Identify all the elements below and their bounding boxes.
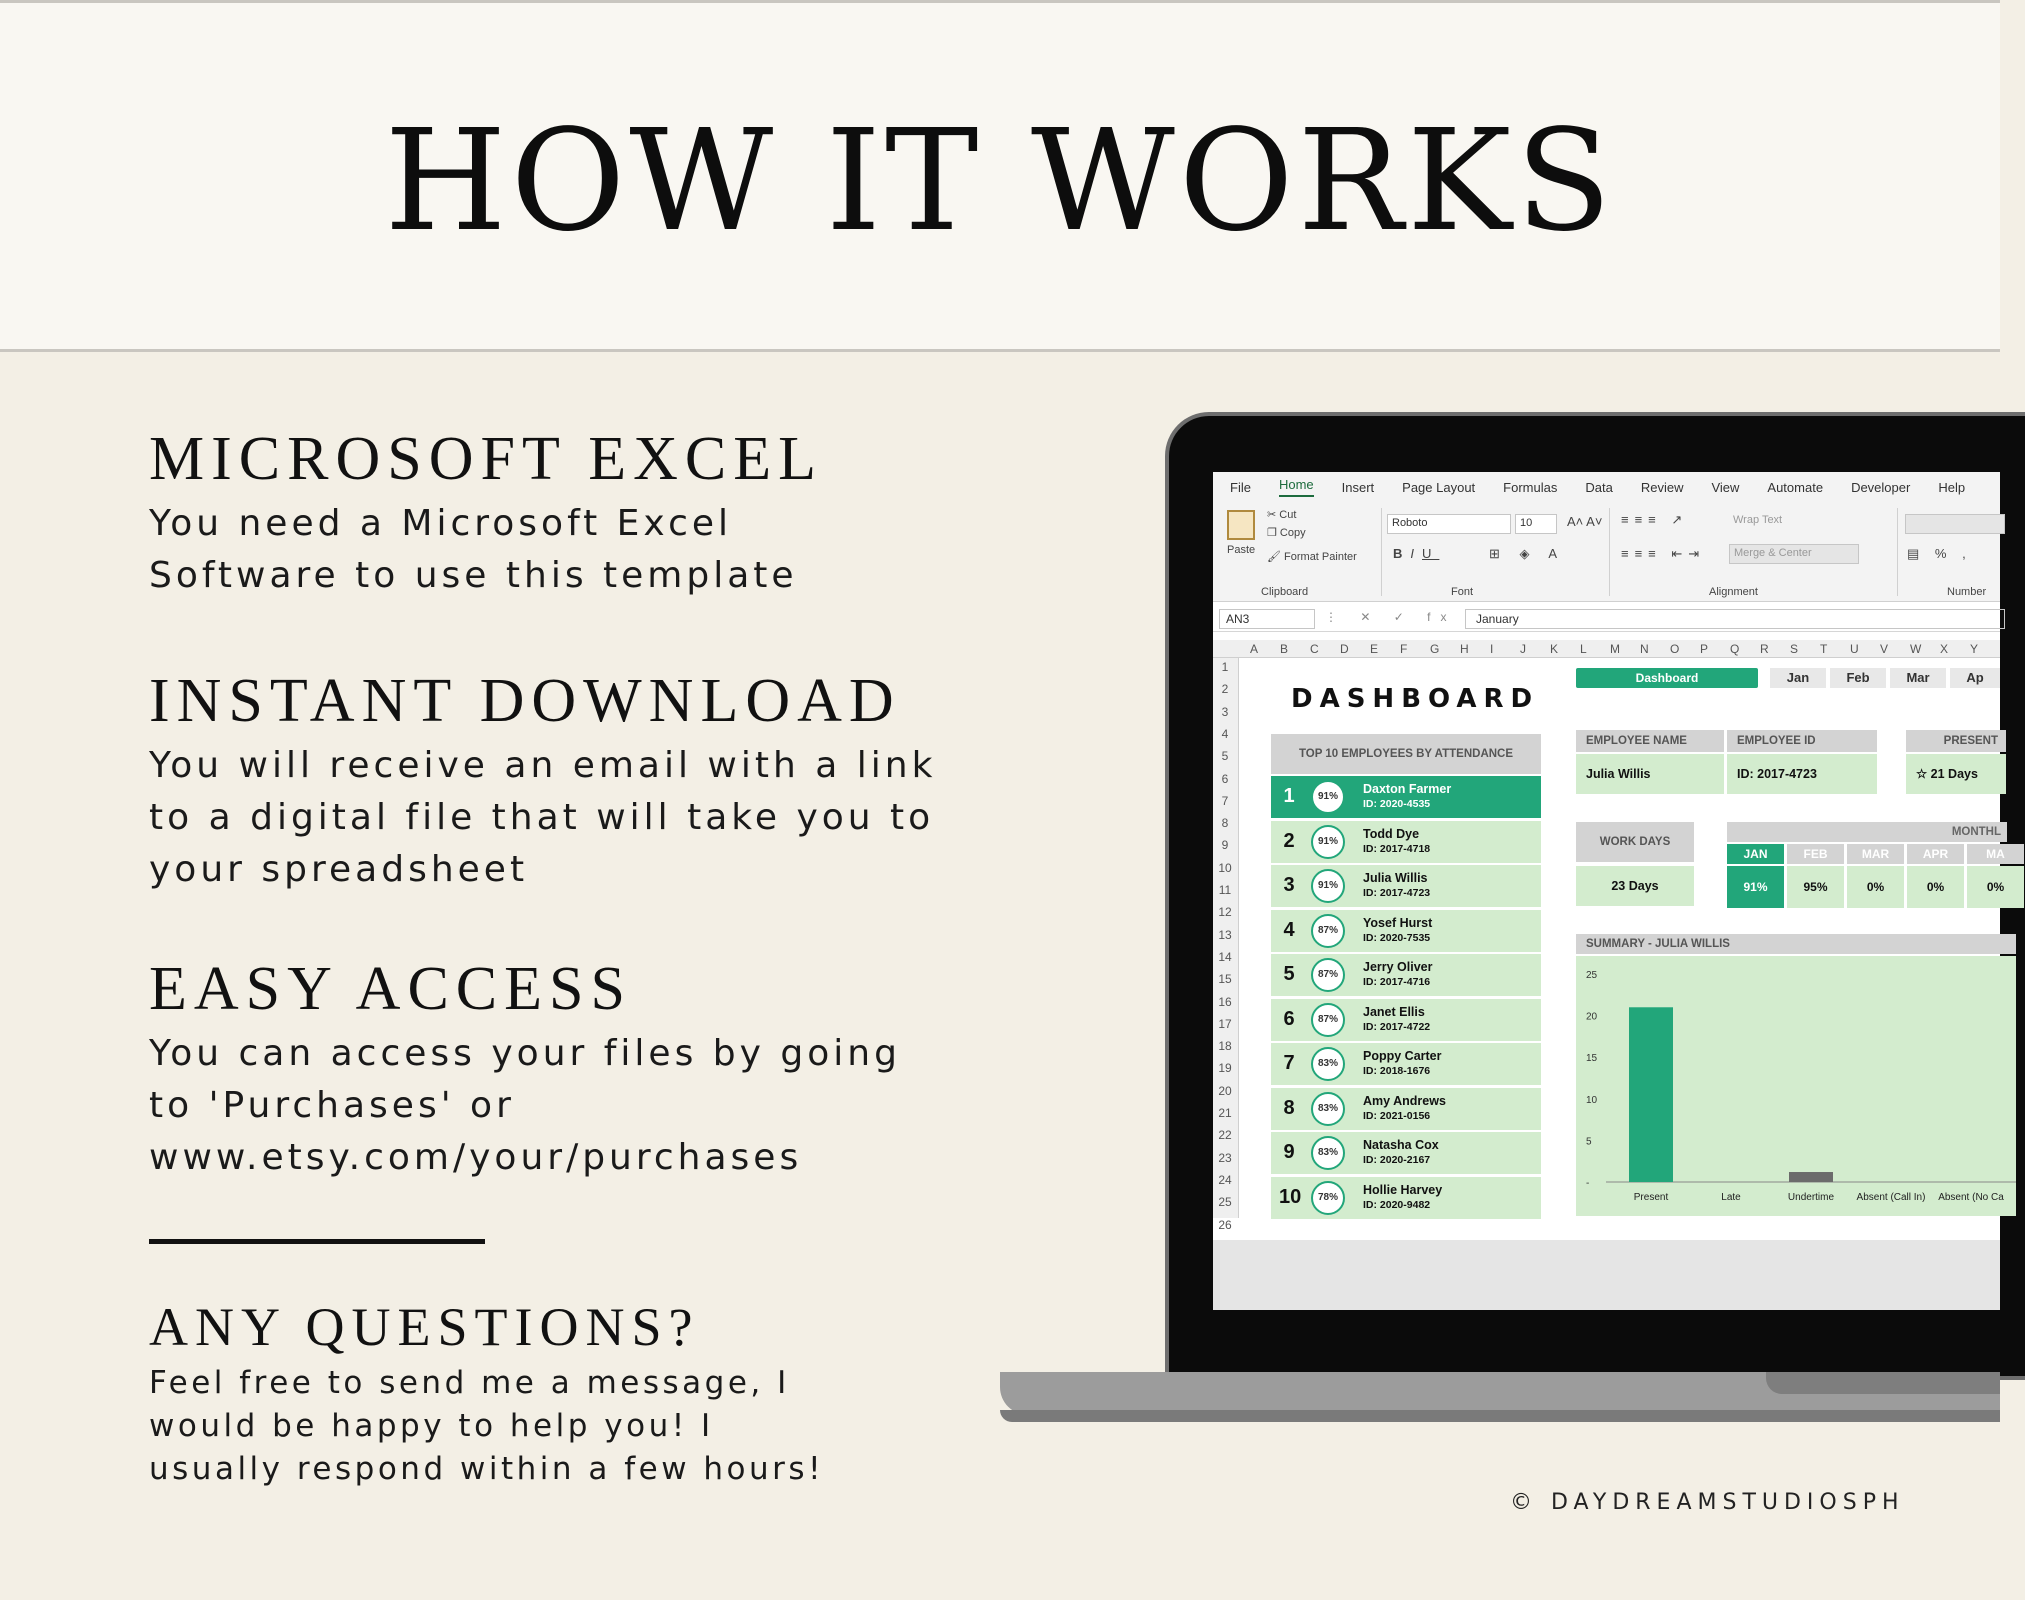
bold-italic-underline-icons[interactable]: BIU <box>1393 546 1440 561</box>
attendance-percent-ring: 91% <box>1311 869 1345 903</box>
present-value: ☆ 21 Days <box>1906 754 2006 794</box>
x-tick-label: Present <box>1633 1192 1669 1203</box>
employee-id-value: ID: 2017-4723 <box>1727 754 1877 794</box>
menu-help[interactable]: Help <box>1938 479 1966 495</box>
row-header-2[interactable]: 2 <box>1221 682 1229 697</box>
row-header-13[interactable]: 13 <box>1218 927 1232 942</box>
column-header-x[interactable]: X <box>1940 642 1949 656</box>
row-header-12[interactable]: 12 <box>1218 905 1232 920</box>
row-header-24[interactable]: 24 <box>1218 1172 1232 1187</box>
employee-name: Hollie Harvey <box>1363 1182 1443 1197</box>
employee-id: ID: 2020-2167 <box>1363 1154 1431 1166</box>
attendance-percent-ring: 87% <box>1311 958 1345 992</box>
sheet-gray-area <box>1213 1240 2000 1310</box>
ribbon-separator <box>1609 508 1610 596</box>
employee-rank: 7 <box>1283 1052 1295 1074</box>
section-heading: INSTANT DOWNLOAD <box>149 667 901 735</box>
attendance-percent-ring: 87% <box>1311 1003 1345 1037</box>
row-header-9[interactable]: 9 <box>1221 838 1229 853</box>
copy-button[interactable]: ❐ Copy <box>1267 527 1306 539</box>
column-header-u[interactable]: U <box>1850 642 1859 656</box>
column-header-w[interactable]: W <box>1910 642 1922 656</box>
employee-name-label: EMPLOYEE NAME <box>1576 730 1724 752</box>
employee-row[interactable] <box>1271 821 1541 863</box>
row-header-10[interactable]: 10 <box>1218 860 1232 875</box>
bar-present <box>1629 1007 1673 1182</box>
ribbon-tabs <box>1213 472 2000 502</box>
row-header-7[interactable]: 7 <box>1221 793 1229 808</box>
row-header-8[interactable]: 8 <box>1221 816 1229 831</box>
y-tick-label: - <box>1586 1178 1590 1189</box>
employee-name: Todd Dye <box>1363 826 1420 841</box>
employee-name: Poppy Carter <box>1363 1049 1442 1063</box>
formula-controls-icons[interactable]: ⋮ ✕ ✓ fx <box>1325 610 1457 624</box>
column-header-d[interactable]: D <box>1340 642 1349 656</box>
excel-screen <box>1213 472 2005 1310</box>
ribbon-separator <box>1897 508 1898 596</box>
column-header-v[interactable]: V <box>1880 642 1889 656</box>
section-divider <box>149 1239 485 1244</box>
section-easy-access <box>149 955 1049 1184</box>
bar-undertime <box>1789 1172 1833 1182</box>
employee-id: ID: 2020-4535 <box>1363 798 1431 810</box>
y-tick-label: 10 <box>1586 1094 1598 1106</box>
employee-id: ID: 2017-4718 <box>1363 842 1431 855</box>
employee-id: ID: 2017-4716 <box>1363 976 1431 988</box>
summary-bar-chart <box>1576 956 2016 1216</box>
x-tick-label: Absent (No Ca <box>1938 1192 2004 1203</box>
column-headers <box>1213 640 2000 658</box>
employee-rank: 1 <box>1283 785 1295 807</box>
attendance-percent-ring: 83% <box>1311 1136 1345 1170</box>
attendance-percent-ring: 91% <box>1311 780 1345 814</box>
menu-developer[interactable]: Developer <box>1851 479 1911 495</box>
ribbon-separator <box>1381 508 1382 596</box>
column-header-m[interactable]: M <box>1610 642 1620 656</box>
name-box[interactable]: AN3 <box>1219 609 1315 629</box>
menu-review[interactable]: Review <box>1640 479 1684 495</box>
menu-insert[interactable]: Insert <box>1341 479 1375 495</box>
employee-id: ID: 2020-7535 <box>1363 931 1431 944</box>
clipboard-group-label: Clipboard <box>1261 586 1309 598</box>
employee-name: Janet Ellis <box>1363 1004 1425 1019</box>
monthly-header-feb: FEB <box>1787 844 1844 864</box>
number-format-icons[interactable]: ▤ % , <box>1907 546 1972 561</box>
menu-data[interactable]: Data <box>1585 479 1613 495</box>
employee-rank: 3 <box>1283 874 1295 896</box>
section-instant-download <box>149 667 1049 896</box>
row-header-3[interactable]: 3 <box>1221 704 1229 719</box>
column-header-t[interactable]: T <box>1820 642 1828 656</box>
section-text: You need a Microsoft Excel Software to use this template <box>149 503 798 596</box>
employee-rank: 4 <box>1283 918 1295 941</box>
section-heading: EASY ACCESS <box>149 955 632 1023</box>
format-painter-button[interactable]: 🖌 Format Painter <box>1267 551 1357 563</box>
employee-rank: 10 <box>1279 1185 1302 1208</box>
employee-id: ID: 2017-4722 <box>1363 1020 1431 1033</box>
summary-title: SUMMARY - JULIA WILLIS <box>1576 934 2016 954</box>
menu-view[interactable]: View <box>1711 479 1740 495</box>
column-header-n[interactable]: N <box>1640 642 1649 656</box>
menu-home[interactable]: Home <box>1279 477 1314 497</box>
employee-name: Julia Willis <box>1363 871 1428 885</box>
column-header-j[interactable]: J <box>1520 642 1526 656</box>
column-header-r[interactable]: R <box>1760 642 1769 656</box>
cut-icon: ✂ <box>1267 509 1280 521</box>
border-fill-color-icons[interactable]: ⊞ ◈ A <box>1489 546 1566 561</box>
merge-center-button[interactable]: Merge & Center <box>1729 544 1859 564</box>
employee-id: ID: 2021-0156 <box>1363 1109 1431 1122</box>
section-text: Feel free to send me a message, I would be happy to help you! I usually respond within a few hours! <box>149 1365 824 1487</box>
row-header-6[interactable]: 6 <box>1221 771 1229 786</box>
work-days-value: 23 Days <box>1576 866 1694 906</box>
month-tab-mar[interactable]: Mar <box>1890 668 1946 688</box>
attendance-percent-ring: 91% <box>1311 825 1345 859</box>
monthly-value-jan: 91% <box>1727 866 1784 908</box>
monthly-value-mar: 0% <box>1847 866 1904 908</box>
monthly-label: MONTHL <box>1727 822 2007 842</box>
attendance-percent-ring: 87% <box>1311 914 1345 948</box>
column-header-q[interactable]: Q <box>1730 642 1740 656</box>
formula-input[interactable]: January <box>1465 609 2005 629</box>
summary-chart-area <box>1576 956 2016 1216</box>
monthly-header-apr: APR <box>1907 844 1964 864</box>
row-header-4[interactable]: 4 <box>1221 726 1229 741</box>
month-tab-jan[interactable]: Jan <box>1770 668 1826 688</box>
section-microsoft-excel <box>149 425 1049 602</box>
section-text: You can access your files by going to 'Purchases' or www.etsy.com/your/purchases <box>149 1033 901 1178</box>
attendance-percent-ring: 78% <box>1311 1181 1345 1215</box>
row-header-22[interactable]: 22 <box>1218 1128 1232 1143</box>
employee-rank: 8 <box>1283 1096 1295 1119</box>
column-header-f[interactable]: F <box>1400 642 1408 656</box>
employee-id: ID: 2018-1676 <box>1363 1065 1431 1077</box>
employee-rank: 9 <box>1283 1141 1295 1163</box>
column-header-b[interactable]: B <box>1280 642 1289 656</box>
employee-row[interactable] <box>1271 865 1541 907</box>
x-tick-label: Late <box>1721 1192 1741 1203</box>
row-header-1[interactable]: 1 <box>1221 660 1229 674</box>
top10-header: TOP 10 EMPLOYEES BY ATTENDANCE <box>1271 734 1541 774</box>
employee-id-label: EMPLOYEE ID <box>1727 730 1877 752</box>
employee-name: Jerry Oliver <box>1363 960 1433 974</box>
ribbon <box>1213 502 2000 602</box>
row-header-23[interactable]: 23 <box>1218 1150 1232 1165</box>
paste-icon[interactable] <box>1227 510 1255 540</box>
monthly-value-apr: 0% <box>1907 866 1964 908</box>
row-header-20[interactable]: 20 <box>1218 1083 1232 1098</box>
dashboard-button[interactable]: Dashboard <box>1576 668 1758 688</box>
row-header-5[interactable]: 5 <box>1221 749 1229 764</box>
row-header-14[interactable]: 14 <box>1218 949 1232 964</box>
employee-rank: 2 <box>1283 829 1295 852</box>
row-header-11[interactable]: 11 <box>1218 883 1232 897</box>
y-tick-label: 20 <box>1586 1011 1598 1023</box>
row-header-21[interactable]: 21 <box>1218 1106 1232 1120</box>
employee-id: ID: 2020-9482 <box>1363 1198 1431 1211</box>
number-group-label: Number <box>1947 586 1987 598</box>
copy-icon: ❐ <box>1267 527 1280 539</box>
font-size-select[interactable]: 10 <box>1515 514 1557 534</box>
section-heading: ANY QUESTIONS? <box>149 1297 700 1357</box>
employee-row[interactable] <box>1271 1043 1541 1085</box>
copyright-text: © DAYDREAMSTUDIOSPH <box>1510 1490 1905 1515</box>
laptop-notch <box>1766 1372 2000 1394</box>
column-header-e[interactable]: E <box>1370 642 1379 656</box>
row-headers <box>1213 658 1239 1232</box>
employee-name: Amy Andrews <box>1363 1093 1446 1108</box>
section-heading: MICROSOFT EXCEL <box>149 425 823 493</box>
employee-name-value: Julia Willis <box>1576 754 1724 794</box>
monthly-header-ma: MA <box>1967 844 2024 864</box>
row-header-19[interactable]: 19 <box>1218 1061 1232 1076</box>
row-header-25[interactable]: 25 <box>1218 1195 1232 1210</box>
employee-row[interactable] <box>1271 1177 1541 1219</box>
font-group-label: Font <box>1451 586 1474 598</box>
employee-name: Natasha Cox <box>1363 1138 1439 1152</box>
employee-id: ID: 2017-4723 <box>1363 887 1431 899</box>
monthly-header-jan: JAN <box>1727 844 1784 864</box>
menu-automate[interactable]: Automate <box>1767 479 1824 495</box>
employee-row[interactable] <box>1271 999 1541 1041</box>
row-header-15[interactable]: 15 <box>1218 972 1232 987</box>
alignment-group-label: Alignment <box>1709 586 1758 598</box>
employee-rank: 5 <box>1283 963 1295 985</box>
column-header-a[interactable]: A <box>1250 642 1259 656</box>
attendance-percent-ring: 83% <box>1311 1092 1345 1126</box>
align-top-icons[interactable]: ≡≡≡ ↗ <box>1621 512 1689 527</box>
column-header-o[interactable]: O <box>1670 642 1680 656</box>
row-header-18[interactable]: 18 <box>1218 1039 1232 1054</box>
menu-formulas[interactable]: Formulas <box>1503 479 1558 495</box>
employee-name: Daxton Farmer <box>1363 782 1452 796</box>
month-tab-apr[interactable]: Ap <box>1950 668 2000 688</box>
employee-row[interactable] <box>1271 954 1541 996</box>
page-title: HOW IT WORKS <box>384 100 1616 263</box>
formula-bar <box>1213 606 2000 632</box>
employee-row[interactable] <box>1271 1132 1541 1174</box>
font-grow-shrink-icon[interactable]: A˄ A˅ <box>1567 514 1603 529</box>
work-days-label: WORK DAYS <box>1576 822 1694 862</box>
paste-button[interactable]: Paste <box>1227 544 1256 556</box>
menu-page-layout[interactable]: Page Layout <box>1402 479 1476 495</box>
y-tick-label: 15 <box>1586 1053 1598 1065</box>
column-header-c[interactable]: C <box>1310 642 1319 656</box>
y-tick-label: 25 <box>1586 970 1598 981</box>
y-tick-label: 5 <box>1586 1136 1592 1148</box>
dashboard-title: DASHBOARD <box>1291 684 1540 714</box>
column-header-g[interactable]: G <box>1430 642 1440 656</box>
monthly-header-mar: MAR <box>1847 844 1904 864</box>
section-any-questions <box>149 1297 1049 1491</box>
format-painter-icon: 🖌 <box>1267 551 1285 563</box>
number-format-select[interactable] <box>1905 514 2005 534</box>
font-name-select[interactable]: Roboto <box>1387 514 1511 534</box>
employee-name: Yosef Hurst <box>1363 915 1433 930</box>
laptop-base-shadow <box>1000 1410 2000 1422</box>
monthly-value-ma: 0% <box>1967 866 2024 908</box>
column-header-i[interactable]: I <box>1490 642 1494 656</box>
x-tick-label: Undertime <box>1787 1192 1835 1203</box>
column-header-y[interactable]: Y <box>1970 642 1979 656</box>
x-tick-label: Absent (Call In) <box>1856 1192 1926 1203</box>
align-horizontal-icons[interactable]: ≡≡≡ ⇤⇥ <box>1621 546 1706 561</box>
row-header-26[interactable]: 26 <box>1218 1217 1232 1232</box>
wrap-text-button[interactable]: Wrap Text <box>1733 514 1783 526</box>
present-label: PRESENT <box>1906 730 2006 752</box>
cut-button[interactable]: ✂ Cut <box>1267 509 1297 521</box>
menu-file[interactable]: File <box>1230 479 1251 495</box>
monthly-value-feb: 95% <box>1787 866 1844 908</box>
row-header-16[interactable]: 16 <box>1218 994 1232 1009</box>
employee-row[interactable] <box>1271 1088 1541 1130</box>
section-text: You will receive an email with a link to a digital file that will take you to your spreadsheet <box>149 745 937 890</box>
column-header-k[interactable]: K <box>1550 642 1559 656</box>
employee-rank: 6 <box>1283 1007 1295 1030</box>
column-header-p[interactable]: P <box>1700 642 1709 656</box>
column-header-l[interactable]: L <box>1580 642 1587 656</box>
attendance-percent-ring: 83% <box>1311 1047 1345 1081</box>
column-header-s[interactable]: S <box>1790 642 1799 656</box>
column-header-h[interactable]: H <box>1460 642 1469 656</box>
row-header-17[interactable]: 17 <box>1218 1016 1232 1031</box>
employee-row[interactable] <box>1271 910 1541 952</box>
month-tab-feb[interactable]: Feb <box>1830 668 1886 688</box>
employee-row[interactable] <box>1271 776 1541 818</box>
